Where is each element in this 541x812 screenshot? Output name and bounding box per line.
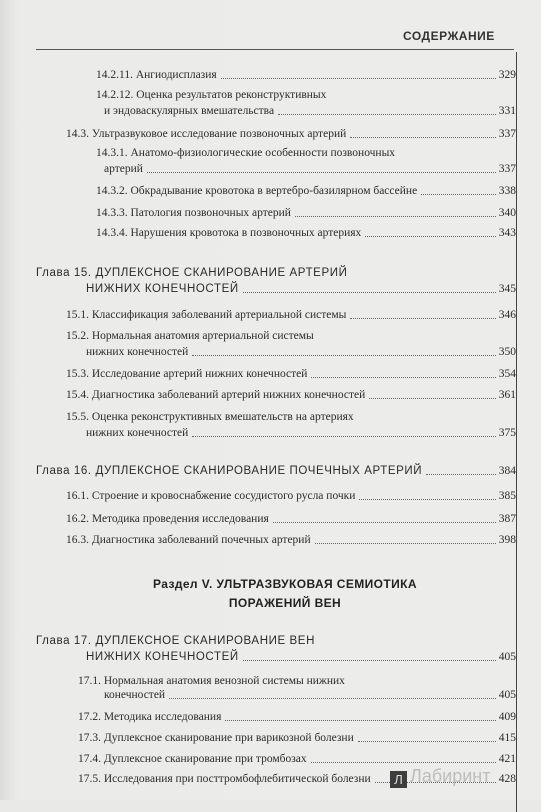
toc-page-number: 345 (498, 283, 516, 295)
section-title (120, 576, 450, 612)
header-rule (36, 49, 514, 50)
toc-entry-label: 17.4. Дуплексное сканирование при тромбозах (78, 753, 307, 765)
toc-page-number: 338 (498, 185, 516, 197)
store-logo-icon: Л (390, 771, 407, 788)
leader-dots (315, 542, 496, 544)
toc-entry (96, 206, 516, 220)
toc-page-number: 346 (498, 309, 516, 321)
leader-dots (278, 113, 496, 115)
leader-dots (225, 719, 495, 721)
toc-entry (66, 489, 516, 503)
toc-page-number: 337 (498, 163, 516, 175)
toc-entry-label: 16.1. Строение и кровоснабжение сосудистого русла почки (66, 490, 356, 502)
toc-entry-label: 17.1. Нормальная анатомия венозной системы нижних (78, 675, 345, 687)
leader-dots (311, 376, 495, 378)
toc-page-number: 415 (498, 732, 516, 744)
toc-page-number: 405 (498, 651, 516, 663)
leader-dots (192, 435, 495, 437)
leader-dots (243, 291, 496, 293)
margin-rule (516, 52, 517, 812)
leader-dots (359, 498, 495, 500)
toc-entry-label: 14.2.12. Оценка результатов реконструктивных (96, 89, 327, 101)
leader-dots (295, 215, 496, 217)
toc-entry (66, 512, 516, 526)
toc-entry (66, 367, 516, 381)
toc-entry (78, 752, 516, 766)
chapter-title-line2: НИЖНИХ КОНЕЧНОСТЕЙ (86, 283, 239, 295)
toc-entry-label: 14.3.1. Анатомо-физиологические особенности позвоночных (96, 147, 396, 159)
toc-entry-label: 15.1. Классификация заболеваний артериальной системы (66, 309, 347, 321)
toc-entry (66, 308, 516, 322)
toc-entry-label: 15.3. Исследование артерий нижних конечностей (66, 368, 308, 380)
toc-entry-label: 14.3.4. Нарушения кровотока в позвоночных артериях (96, 227, 362, 239)
toc-entry-label-cont: артерий (104, 163, 143, 175)
toc-entry-label: 17.5. Исследования при посттромбофлебитической болезни (78, 773, 371, 785)
toc-page-number: 331 (498, 105, 516, 117)
toc-entry (78, 731, 516, 745)
toc-entry-label: 14.3.3. Патология позвоночных артерий (96, 207, 291, 219)
leader-dots (169, 697, 496, 699)
toc-page-number: 337 (498, 128, 516, 140)
chapter-title-line2: НИЖНИХ КОНЕЧНОСТЕЙ (86, 651, 239, 663)
chapter-title (36, 464, 516, 478)
leader-dots (421, 193, 496, 195)
toc-entry-label: 17.3. Дуплексное сканирование при варикозной болезни (78, 732, 354, 744)
toc-entry (104, 162, 516, 176)
toc-entry (78, 710, 516, 724)
toc-page-number: 409 (498, 711, 516, 723)
toc-entry (96, 68, 516, 82)
toc-page-number: 387 (498, 513, 516, 525)
toc-page-number: 354 (498, 368, 516, 380)
toc-page-number: 343 (498, 227, 516, 239)
toc-page-number: 428 (498, 773, 516, 785)
toc-page-number: 361 (498, 389, 516, 401)
toc-entry-label: 14.3. Ультразвуковое исследование позвоночных артерий (66, 128, 347, 140)
toc-entry (66, 533, 516, 547)
toc-entry (104, 688, 516, 702)
toc-page-number: 384 (498, 465, 516, 477)
toc-page-number: 421 (498, 753, 516, 765)
leader-dots (350, 136, 495, 138)
store-watermark (390, 766, 490, 788)
leader-dots (311, 761, 496, 763)
leader-dots (369, 397, 495, 399)
toc-entry (66, 388, 516, 402)
toc-page-number: 385 (498, 490, 516, 502)
leader-dots (221, 77, 496, 79)
chapter-title-cont (86, 282, 516, 296)
leader-dots (350, 317, 495, 319)
toc-entry-label: 14.2.11. Ангиодисплазия (96, 69, 217, 81)
chapter-title: Глава 17. ДУПЛЕКСНОЕ СКАНИРОВАНИЕ ВЕН (36, 635, 315, 647)
toc-entry (96, 184, 516, 198)
leader-dots (273, 521, 496, 523)
toc-entry-label-cont: конечностей (104, 689, 166, 701)
toc-entry-label-cont: и эндоваскулярных вмешательства (104, 105, 275, 117)
chapter-title: Глава 15. ДУПЛЕКСНОЕ СКАНИРОВАНИЕ АРТЕРИЙ (36, 267, 348, 279)
leader-dots (192, 354, 495, 356)
leader-dots (365, 235, 495, 237)
section-title-line2: ПОРАЖЕНИЙ ВЕН (228, 596, 342, 610)
toc-entry-label: 15.5. Оценка реконструктивных вмешательств на артериях (66, 411, 354, 423)
toc-entry (66, 127, 516, 141)
chapter-title-cont (86, 650, 516, 664)
toc-entry-label-cont: нижних конечностей (86, 427, 189, 439)
leader-dots (243, 659, 496, 661)
toc-entry-label: 15.4. Диагностика заболеваний артерий нижних конечностей (66, 389, 366, 401)
toc-page-number: 375 (498, 427, 516, 439)
toc-entry-label: 16.3. Диагностика заболеваний почечных артерий (66, 534, 311, 546)
section-title-line1: Раздел V. УЛЬТРАЗВУКОВАЯ СЕМИОТИКА (153, 577, 417, 591)
toc-entry (96, 226, 516, 240)
leader-dots (358, 740, 496, 742)
leader-dots (147, 171, 496, 173)
toc-page-number: 405 (498, 689, 516, 701)
toc-entry (86, 426, 516, 440)
store-watermark-text: Лабиринт (410, 766, 491, 786)
toc-entry-label: 17.2. Методика исследования (78, 711, 222, 723)
toc-entry-label: 15.2. Нормальная анатомия артериальной системы (66, 330, 314, 342)
toc-page-number: 398 (498, 534, 516, 546)
toc-page-number: 340 (498, 207, 516, 219)
toc-entry (86, 345, 516, 359)
leader-dots (426, 473, 496, 475)
toc-page-number: 329 (498, 69, 516, 81)
toc-entry (104, 104, 516, 118)
toc-page-number: 350 (498, 346, 516, 358)
toc-entry-label: 14.3.2. Обкрадывание кровотока в вертебро-базилярном бассейне (96, 185, 418, 197)
running-header: СОДЕРЖАНИЕ (403, 29, 495, 43)
toc-entry-label: 16.2. Методика проведения исследования (66, 513, 269, 525)
chapter-title-line1: Глава 16. ДУПЛЕКСНОЕ СКАНИРОВАНИЕ ПОЧЕЧНЫХ АРТЕРИЙ (36, 465, 423, 477)
toc-entry-label-cont: нижних конечностей (86, 346, 189, 358)
